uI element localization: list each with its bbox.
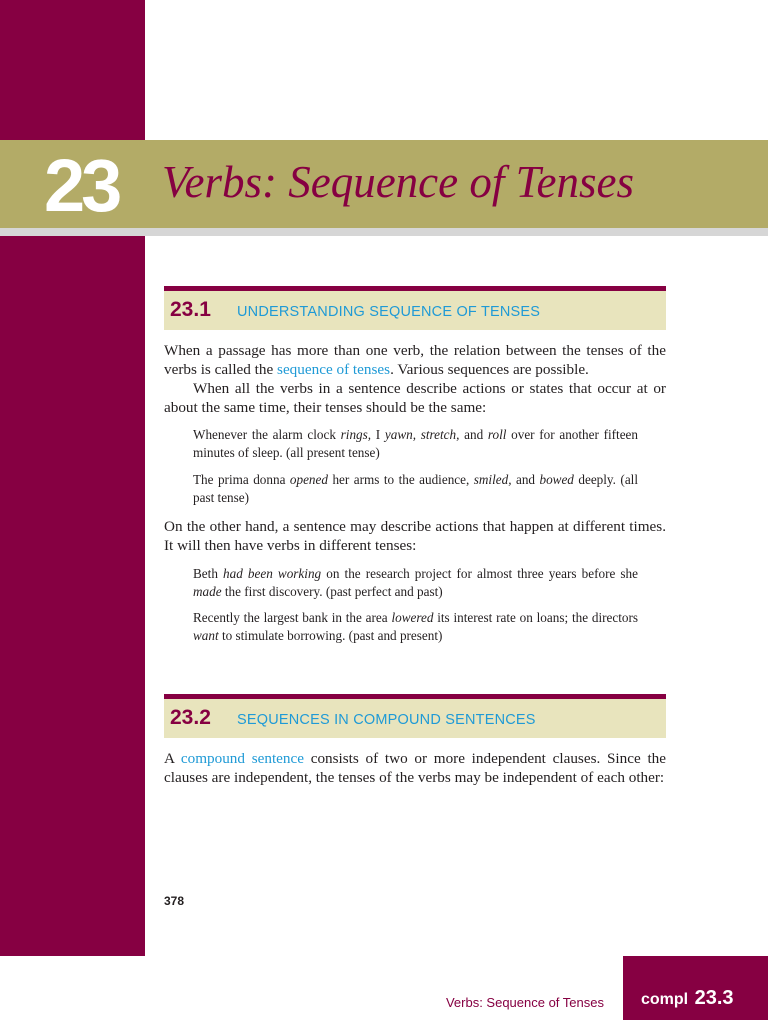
- section-number: 23.1: [170, 298, 211, 321]
- running-footer-title: Verbs: Sequence of Tenses: [445, 995, 604, 1010]
- paragraph-compound: A compound sentence consists of two or more independent clauses. Since the clauses are independent, the tenses of the verbs may be independent of each other:: [164, 750, 667, 787]
- paragraph-different-times: On the other hand, a sentence may describe actions that happen at different times. It will then have verbs in different tenses:: [164, 518, 666, 555]
- example-past-present: Recently the largest bank in the area lowered its interest rate on loans; the directors want to stimulate borrowing. (past and present): [193, 610, 638, 643]
- example-present-tense: Whenever the alarm clock rings, I yawn, stretch, and roll over for another fifteen minutes of sleep. (all present tense): [193, 427, 638, 460]
- section-number: 23.2: [170, 706, 211, 729]
- paragraph-intro: When a passage has more than one verb, the relation between the tenses of the verbs is called the sequence of tenses. Various sequences are possible.: [164, 342, 666, 379]
- section-header-23-1: [164, 286, 666, 330]
- example-past-perfect: Beth had been working on the research project for almost three years before she made the first discovery. (past perfect and past): [193, 566, 638, 599]
- section-header-23-2: [164, 694, 666, 738]
- example-past-tense: The prima donna opened her arms to the audience, smiled, and bowed deeply. (all past tense): [193, 472, 638, 505]
- glossary-term-link[interactable]: compound sentence: [180, 750, 304, 767]
- paragraph-same-time: When all the verbs in a sentence describe actions or states that occur at or about the same time, their tenses should be the same:: [164, 380, 666, 417]
- section-title: UNDERSTANDING SEQUENCE OF TENSES: [237, 304, 541, 320]
- chapter-number: 23: [44, 144, 119, 227]
- chapter-title: Verbs: Sequence of Tenses: [162, 157, 634, 207]
- glossary-term-link[interactable]: sequence of tenses: [277, 361, 391, 379]
- page-number: 378: [164, 894, 185, 908]
- section-tab-label: compl 23.3: [641, 987, 734, 1009]
- section-tab[interactable]: [623, 956, 768, 1020]
- section-title: SEQUENCES IN COMPOUND SENTENCES: [237, 712, 536, 728]
